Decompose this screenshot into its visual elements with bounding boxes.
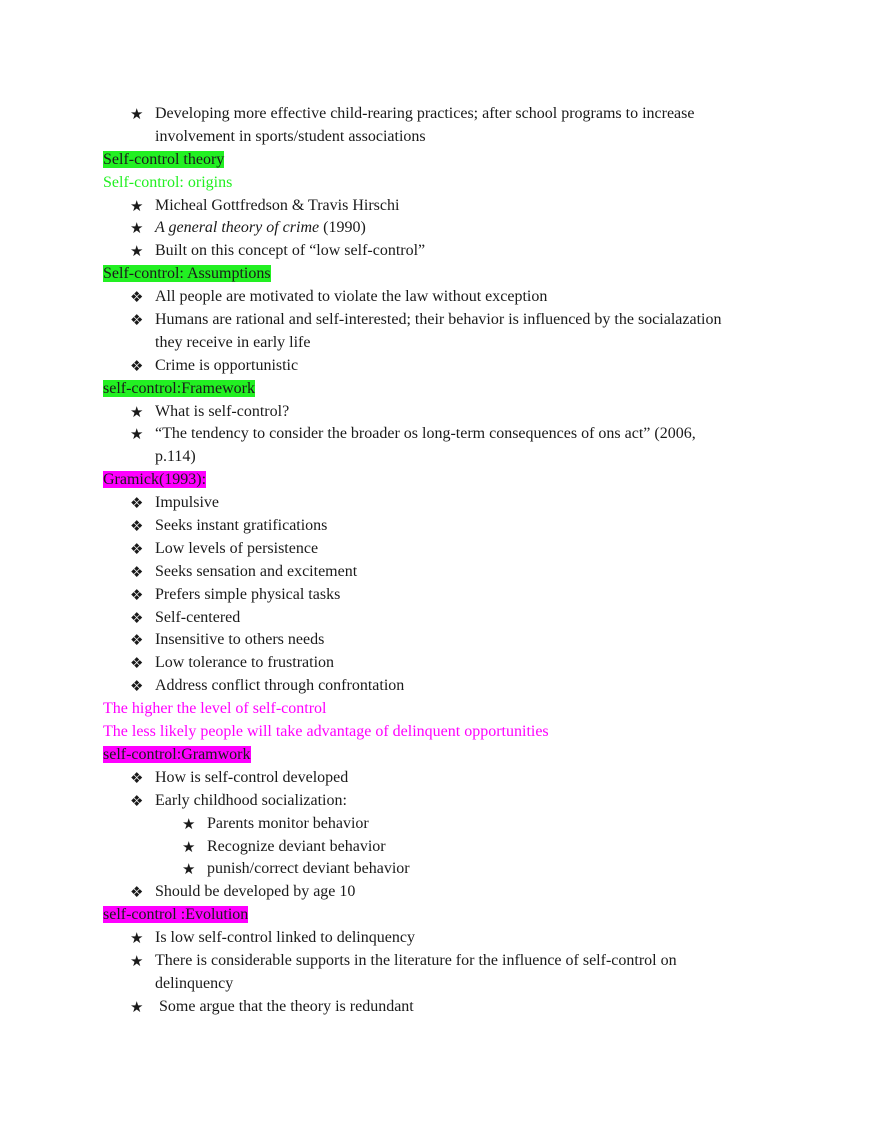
diamond-bullet-icon: ❖ <box>130 517 144 536</box>
evolution-item <box>0 950 880 973</box>
gramwork-subitem <box>0 858 880 881</box>
diamond-bullet-icon: ❖ <box>130 288 144 307</box>
intro-text-line2: involvement in sports/student associations <box>155 127 426 145</box>
gramick-item-text: Seeks instant gratifications <box>155 517 328 535</box>
diamond-bullet-icon: ❖ <box>130 608 144 627</box>
intro-text-line1: Developing more effective child-rearing practices; after school programs to increase <box>155 105 695 122</box>
gramwork-item-text: Early childhood socialization: <box>155 791 347 809</box>
origins-item <box>0 195 880 218</box>
gramick-item-text: Low levels of persistence <box>155 539 319 557</box>
gramick-item <box>0 652 880 675</box>
framework-item-text-line2: p.114) <box>155 448 196 466</box>
gramick-item <box>0 492 880 515</box>
framework-item-text-line1: “The tendency to consider the broader os long-term consequences of ons act” (2006, <box>155 425 696 443</box>
note-less-likely: The less likely people will take advantage of delinquent opportunities <box>103 723 549 741</box>
gramwork-item <box>0 767 880 790</box>
gramick-item-text: Low tolerance to frustration <box>155 654 335 672</box>
star-bullet-icon: ★ <box>130 425 144 444</box>
book-year: (1990) <box>319 219 366 237</box>
diamond-bullet-icon: ❖ <box>130 677 144 696</box>
gramwork-item-text: Should be developed by age 10 <box>155 883 356 901</box>
star-bullet-icon: ★ <box>130 196 144 215</box>
assumptions-item-text: All people are motivated to violate the law without exception <box>155 288 548 306</box>
gramwork-item-text: How is self-control developed <box>155 768 349 786</box>
star-bullet-icon: ★ <box>130 402 144 421</box>
document-page <box>0 103 880 1019</box>
gramick-item-text: Insensitive to others needs <box>155 631 325 649</box>
book-title: A general theory of crime <box>155 219 320 237</box>
heading-framework: self-control:Framework <box>103 379 255 397</box>
note-higher-level: The higher the level of self-control <box>103 700 327 718</box>
framework-item <box>0 423 880 446</box>
origins-item <box>0 240 880 263</box>
evolution-item <box>0 996 880 1019</box>
framework-item-text: What is self-control? <box>155 402 290 420</box>
gramick-item <box>0 538 880 561</box>
star-bullet-icon: ★ <box>130 105 144 123</box>
assumptions-item-text-line2: they receive in early life <box>155 333 311 351</box>
evolution-item-text-line1: There is considerable supports in the literature for the influence of self-control on <box>155 951 677 969</box>
framework-item <box>0 401 880 424</box>
gramwork-subitem-text: Parents monitor behavior <box>207 814 369 832</box>
evolution-item-text-line2: delinquency <box>155 974 234 992</box>
gramick-item <box>0 515 880 538</box>
gramwork-subitem-text: punish/correct deviant behavior <box>207 860 410 878</box>
diamond-bullet-icon: ❖ <box>130 631 144 650</box>
diamond-bullet-icon: ❖ <box>130 494 144 513</box>
gramick-item-text: Impulsive <box>155 494 219 512</box>
assumptions-item-text-line1: Humans are rational and self-interested; their behavior is influenced by the socialazation <box>155 311 722 329</box>
gramick-item <box>0 607 880 630</box>
diamond-bullet-icon: ❖ <box>130 562 144 581</box>
gramwork-subitem-text: Recognize deviant behavior <box>207 837 386 855</box>
evolution-item <box>0 927 880 950</box>
origins-item <box>0 217 880 240</box>
gramick-item <box>0 675 880 698</box>
evolution-item-text: Some argue that the theory is redundant <box>155 997 414 1015</box>
gramwork-item <box>0 881 880 904</box>
heading-self-control-theory: Self-control theory <box>103 150 225 168</box>
assumptions-item-text: Crime is opportunistic <box>155 356 299 374</box>
assumptions-item <box>0 286 880 309</box>
gramwork-subitem <box>0 813 880 836</box>
star-bullet-icon: ★ <box>130 951 144 970</box>
diamond-bullet-icon: ❖ <box>130 883 144 902</box>
heading-gramick: Gramick(1993): <box>103 471 207 489</box>
gramick-item <box>0 629 880 652</box>
gramick-item <box>0 584 880 607</box>
gramick-item-text: Prefers simple physical tasks <box>155 585 341 603</box>
diamond-bullet-icon: ❖ <box>130 585 144 604</box>
star-bullet-icon: ★ <box>130 219 144 238</box>
diamond-bullet-icon: ❖ <box>130 791 144 810</box>
gramick-item <box>0 561 880 584</box>
heading-origins: Self-control: origins <box>103 173 233 191</box>
intro-item <box>0 103 880 126</box>
star-bullet-icon: ★ <box>130 997 144 1016</box>
gramick-item-text: Seeks sensation and excitement <box>155 562 358 580</box>
star-bullet-icon: ★ <box>130 929 144 948</box>
star-bullet-icon: ★ <box>182 837 196 856</box>
diamond-bullet-icon: ❖ <box>130 654 144 673</box>
assumptions-item <box>0 309 880 332</box>
origins-item-text: Built on this concept of “low self-control” <box>155 242 426 260</box>
gramick-item-text: Address conflict through confrontation <box>155 677 405 695</box>
assumptions-item <box>0 355 880 378</box>
heading-assumptions: Self-control: Assumptions <box>103 265 271 283</box>
diamond-bullet-icon: ❖ <box>130 768 144 787</box>
diamond-bullet-icon: ❖ <box>130 356 144 375</box>
star-bullet-icon: ★ <box>182 814 196 833</box>
star-bullet-icon: ★ <box>182 860 196 879</box>
heading-evolution: self-control :Evolution <box>103 906 249 924</box>
diamond-bullet-icon: ❖ <box>130 311 144 330</box>
gramick-item-text: Self-centered <box>155 608 241 626</box>
gramwork-item <box>0 790 880 813</box>
diamond-bullet-icon: ❖ <box>130 539 144 558</box>
evolution-item-text: Is low self-control linked to delinquency <box>155 929 415 947</box>
heading-gramwork: self-control:Gramwork <box>103 745 251 763</box>
origins-item-text: Micheal Gottfredson & Travis Hirschi <box>155 196 400 214</box>
gramwork-subitem <box>0 836 880 859</box>
star-bullet-icon: ★ <box>130 242 144 261</box>
